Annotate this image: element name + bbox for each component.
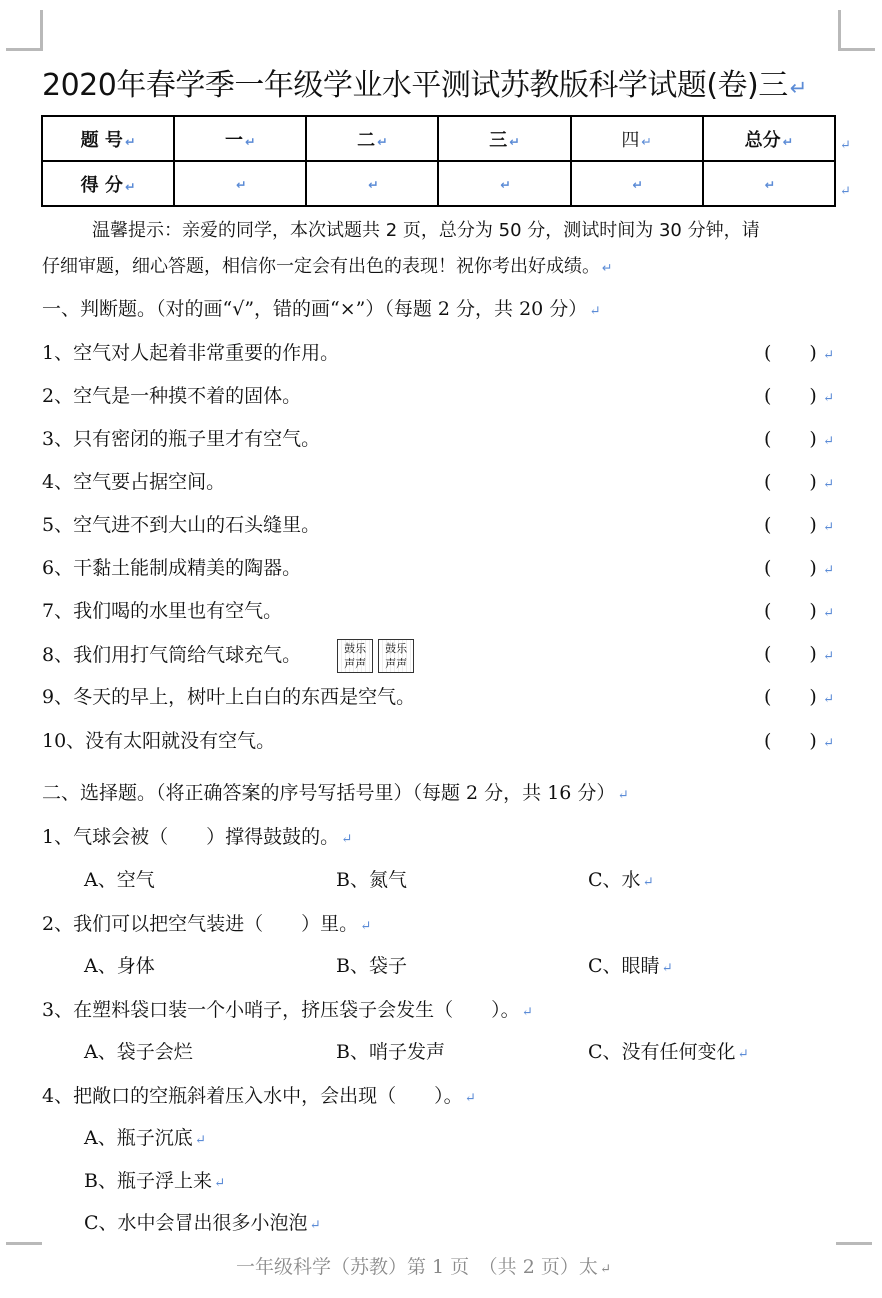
tip-line-1: 温馨提示：亲爱的同学，本次试题共 2 页，总分为 50 分，测试时间为 30 分钟，请: [92, 220, 760, 241]
tip-line-2: 仔细审题，细心答题，相信你一定会有出色的表现！祝你考出好成绩。 ↵: [42, 256, 613, 277]
judge-question-with-badges: [42, 639, 419, 673]
paragraph-mark-icon: ↵: [840, 184, 851, 199]
choice-question-stem: 3、在塑料袋口装一个小哨子，挤压袋子会发生（ ）。 ↵: [42, 999, 533, 1021]
choice-option[interactable]: C、没有任何变化 ↵: [588, 1041, 749, 1063]
score-row-label: 得 分 ↵: [42, 161, 174, 206]
answer-blank[interactable]: ( ) ↵: [764, 600, 834, 622]
score-table-header-cell: 一 ↵: [174, 116, 306, 161]
score-input-cell[interactable]: ↵: [438, 161, 570, 206]
corner-mark-bottom-left: [6, 1242, 42, 1245]
score-table-score-row: [42, 161, 835, 206]
score-table: [41, 115, 836, 207]
exam-title-text: 2020年春学季一年级学业水平测试苏教版科学试题(卷)三: [42, 68, 788, 103]
choice-option[interactable]: C、水中会冒出很多小泡泡 ↵: [84, 1212, 321, 1234]
score-table-header-cell: 题 号 ↵: [42, 116, 174, 161]
answer-blank[interactable]: ( ) ↵: [764, 730, 834, 752]
drum-badge-icon: 鼓乐 声声: [337, 639, 373, 673]
score-input-cell[interactable]: ↵: [571, 161, 703, 206]
score-table-header-cell: 总分 ↵: [703, 116, 835, 161]
judge-question: 8、我们用打气筒给气球充气。: [42, 644, 302, 666]
judge-question: 2、空气是一种摸不着的固体。: [42, 385, 302, 407]
answer-blank[interactable]: ( ) ↵: [764, 471, 834, 493]
choice-option[interactable]: B、瓶子浮上来 ↵: [84, 1170, 226, 1192]
choice-option[interactable]: A、身体: [84, 955, 155, 977]
judge-question: 1、空气对人起着非常重要的作用。: [42, 342, 340, 364]
answer-blank[interactable]: ( ) ↵: [764, 514, 834, 536]
score-table-header-row: [42, 116, 835, 161]
choice-option[interactable]: A、瓶子沉底 ↵: [84, 1127, 206, 1149]
section1-heading: 一、判断题。（对的画“√”，错的画“×”）（每题 2 分，共 20 分） ↵: [42, 298, 601, 320]
score-input-cell[interactable]: ↵: [703, 161, 835, 206]
score-table-header-cell: 四 ↵: [571, 116, 703, 161]
choice-option[interactable]: B、袋子: [336, 955, 407, 977]
exam-title: [42, 64, 862, 110]
judge-question: 9、冬天的早上，树叶上白白的东西是空气。: [42, 686, 416, 708]
choice-option[interactable]: C、水 ↵: [588, 869, 654, 891]
answer-blank[interactable]: ( ) ↵: [764, 643, 834, 665]
score-input-cell[interactable]: ↵: [306, 161, 438, 206]
judge-question: 6、干黏土能制成精美的陶器。: [42, 557, 302, 579]
choice-question-stem: 4、把敞口的空瓶斜着压入水中，会出现（ ）。 ↵: [42, 1085, 476, 1107]
answer-blank[interactable]: ( ) ↵: [764, 385, 834, 407]
choice-option[interactable]: B、氮气: [336, 869, 407, 891]
corner-mark-top-right: [838, 10, 875, 51]
answer-blank[interactable]: ( ) ↵: [764, 686, 834, 708]
score-table-header-cell: 三 ↵: [438, 116, 570, 161]
answer-blank[interactable]: ( ) ↵: [764, 557, 834, 579]
choice-question-stem: 2、我们可以把空气装进（ ）里。 ↵: [42, 913, 372, 935]
choice-option[interactable]: B、哨子发声: [336, 1041, 445, 1063]
answer-blank[interactable]: ( ) ↵: [764, 342, 834, 364]
score-input-cell[interactable]: ↵: [174, 161, 306, 206]
section2-heading: 二、选择题。（将正确答案的序号写括号里）（每题 2 分，共 16 分） ↵: [42, 782, 629, 804]
choice-option[interactable]: A、袋子会烂: [84, 1041, 193, 1063]
judge-question: 7、我们喝的水里也有空气。: [42, 600, 283, 622]
judge-question: 10、没有太阳就没有空气。: [42, 730, 276, 752]
paragraph-mark-icon: ↵: [789, 76, 807, 100]
judge-question: 3、只有密闭的瓶子里才有空气。: [42, 428, 321, 450]
score-table-header-cell: 二 ↵: [306, 116, 438, 161]
drum-badge-icon: 鼓乐 声声: [378, 639, 414, 673]
corner-mark-top-left: [6, 10, 43, 51]
corner-mark-bottom-right: [836, 1242, 872, 1245]
judge-question: 4、空气要占据空间。: [42, 471, 226, 493]
choice-option[interactable]: C、眼睛 ↵: [588, 955, 673, 977]
drum-badge-group: [337, 639, 419, 673]
choice-question-stem: 1、气球会被（ ）撑得鼓鼓的。 ↵: [42, 826, 353, 848]
judge-question: 5、空气进不到大山的石头缝里。: [42, 514, 321, 536]
paragraph-mark-icon: ↵: [840, 138, 851, 153]
page-footer: 一年级科学（苏教）第 1 页 （共 2 页）太 ↵: [236, 1256, 611, 1278]
choice-option[interactable]: A、空气: [84, 869, 155, 891]
answer-blank[interactable]: ( ) ↵: [764, 428, 834, 450]
